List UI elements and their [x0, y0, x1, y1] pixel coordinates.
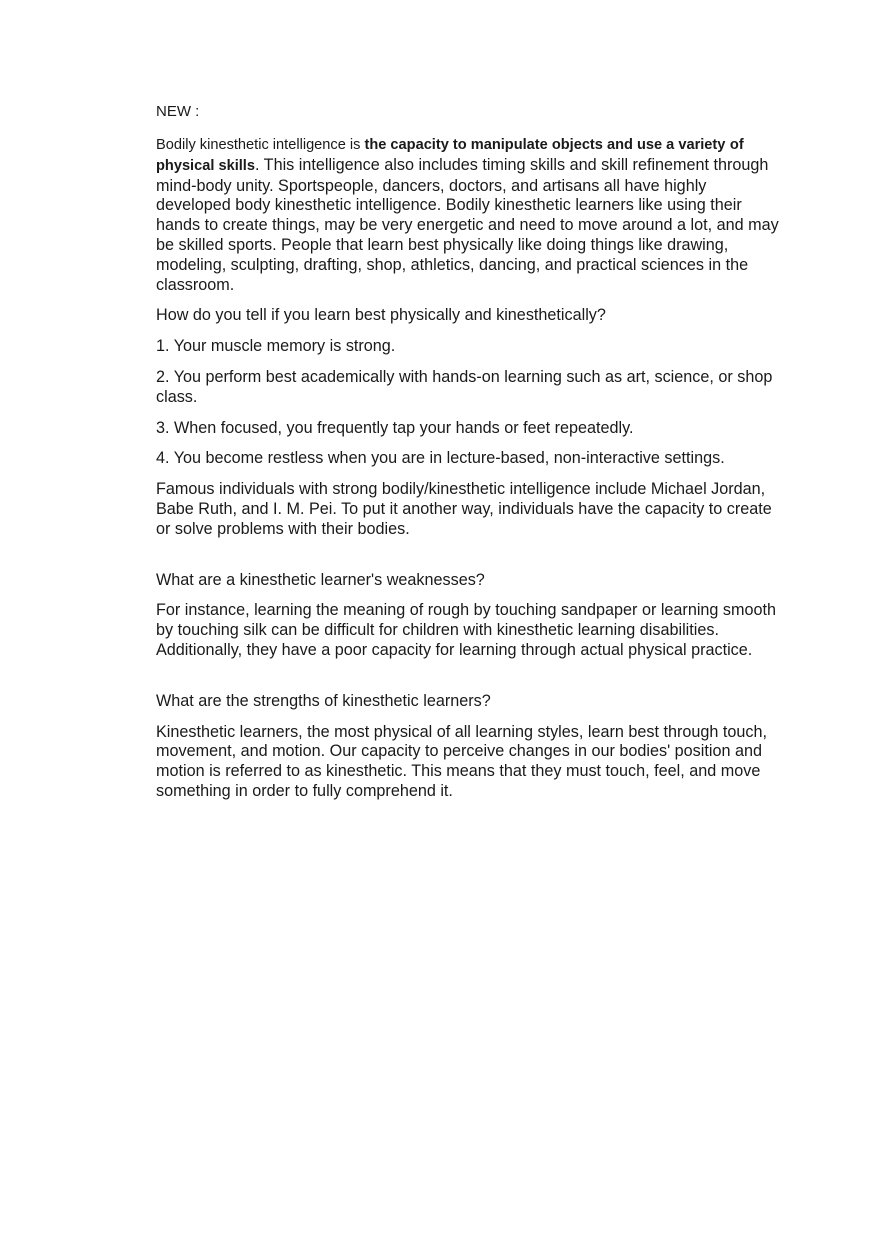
strengths-paragraph: Kinesthetic learners, the most physical of all learning styles, learn best through touch, movement, and motion. Our capacity to perceive changes in our bodies' position and motion is referred to as kinesthetic. This means that they must touch, feel, and move something in order to fully comprehend it. — [156, 722, 767, 800]
question-heading: How do you tell if you learn best physically and kinesthetically? — [156, 306, 606, 325]
new-label: NEW : — [156, 103, 200, 120]
intro-bold-b: of physical skills — [156, 137, 744, 174]
list-item: 2. You perform best academically with hands-on learning such as art, science, or shop class. — [156, 367, 773, 406]
intro-lead: Bodily kinesthetic intelligence is — [156, 137, 365, 153]
intro-bold-a: the capacity to manipulate objects and use a variety — [364, 137, 726, 153]
famous-paragraph: Famous individuals with strong bodily/kinesthetic intelligence include Michael Jordan, Babe Ruth, and I. M. Pei. To put it another way, individuals have the capacity to create or solve problems with their bodies. — [156, 480, 772, 538]
intro-paragraph — [156, 135, 781, 295]
list-item: 3. When focused, you frequently tap your hands or feet repeatedly. — [156, 418, 634, 437]
strengths-heading: What are the strengths of kinesthetic learners? — [156, 691, 491, 710]
weaknesses-paragraph: For instance, learning the meaning of rough by touching sandpaper or learning smooth by touching silk can be difficult for children with kinesthetic learning disabilities. Additionally, they have a poor capacity for learning through actual physical practice. — [156, 601, 777, 659]
intro-rest: . This intelligence also includes timing skills and skill refinement through mind-body unity. Sportspeople, dancers, doctors, and artisans all have highly developed body kinesthetic intelligence. Bodily kinesthetic learners like using their hands to create things, may be very energetic and need to move around a lot, and may be skilled sports. People that learn best physically like doing things like drawing, modeling, sculpting, drafting, shop, athletics, dancing, and practical sciences in the classroom. — [156, 155, 779, 294]
weaknesses-heading: What are a kinesthetic learner's weaknesses? — [156, 570, 485, 589]
document-page — [156, 102, 781, 802]
list-item: 1. Your muscle memory is strong. — [156, 337, 396, 356]
list-item: 4. You become restless when you are in lecture-based, non-interactive settings. — [156, 449, 725, 468]
